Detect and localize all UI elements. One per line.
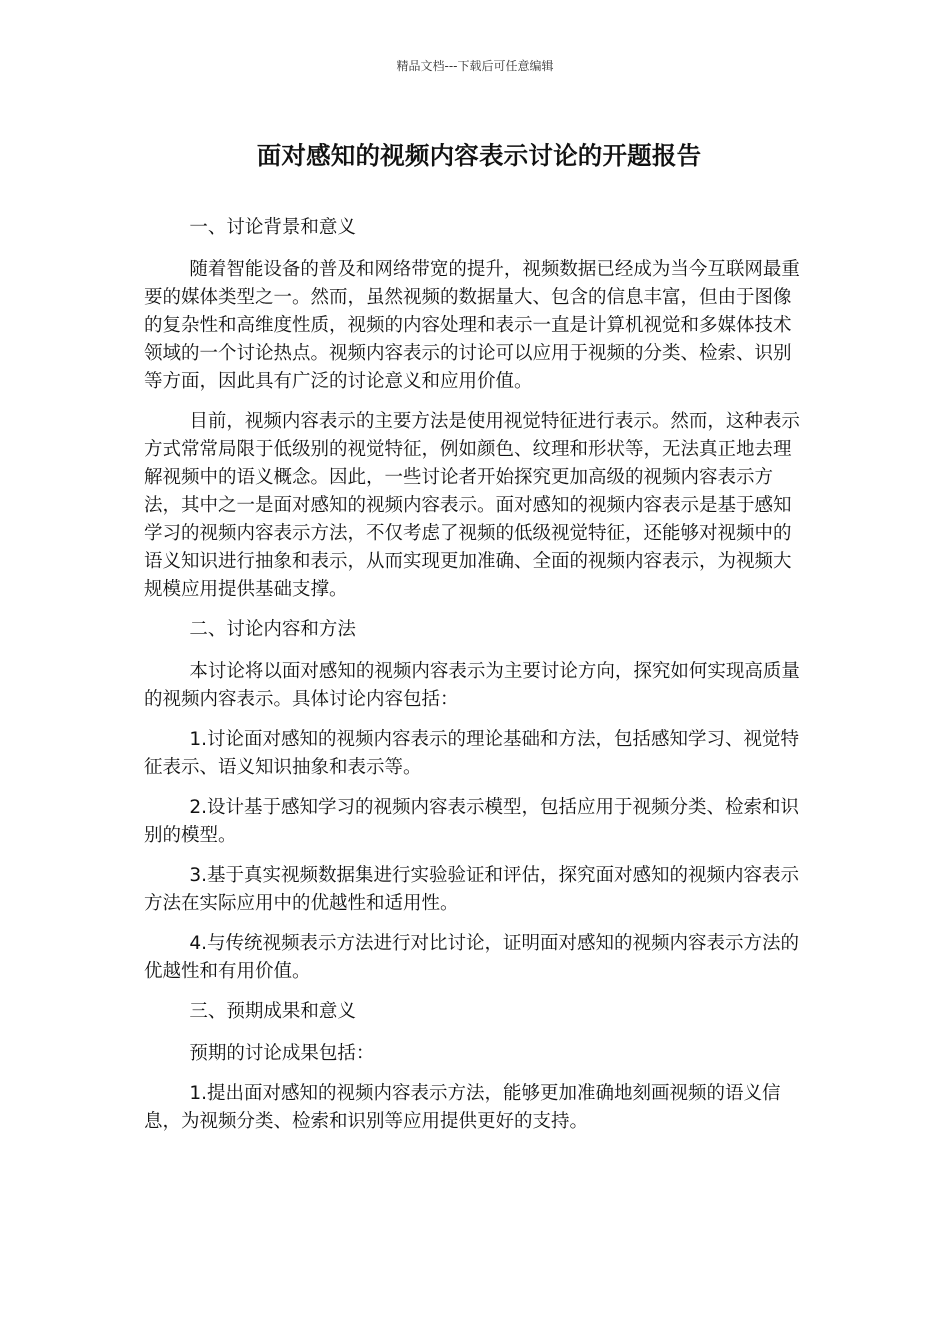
- list-item-results-1: 1.提出面对感知的视频内容表示方法，能够更加准确地刻画视频的语义信息，为视频分类、检索和识别等应用提供更好的支持。: [144, 1083, 781, 1132]
- section-heading-content-methods: 二、讨论内容和方法: [189, 619, 356, 640]
- paragraph-results-intro: 预期的讨论成果包括：: [189, 1043, 375, 1064]
- document-body: [144, 214, 802, 1148]
- header-note: 精品文档---下载后可任意编辑: [396, 59, 554, 73]
- paragraph-background-1: 随着智能设备的普及和网络带宽的提升，视频数据已经成为当今互联网最重要的媒体类型之一。然而，虽然视频的数据量大、包含的信息丰富，但由于图像的复杂性和高维度性质，视频的内容处理和表示一直是计算机视觉和多媒体技术领域的一个讨论热点。视频内容表示的讨论可以应用于视频的分类、检索、识别等方面，因此具有广泛的讨论意义和应用价值。: [144, 259, 800, 392]
- list-item-content-4: 4.与传统视频表示方法进行对比讨论，证明面对感知的视频内容表示方法的优越性和有用价值。: [144, 933, 799, 982]
- list-item-content-1: 1.讨论面对感知的视频内容表示的理论基础和方法，包括感知学习、视觉特征表示、语义知识抽象和表示等。: [144, 729, 799, 778]
- paragraph-content-intro: 本讨论将以面对感知的视频内容表示为主要讨论方向，探究如何实现高质量的视频内容表示。具体讨论内容包括：: [144, 661, 800, 710]
- document-title: 面对感知的视频内容表示讨论的开题报告: [256, 141, 702, 170]
- section-heading-expected-results: 三、预期成果和意义: [189, 1001, 356, 1022]
- paragraph-background-2: 目前，视频内容表示的主要方法是使用视觉特征进行表示。然而，这种表示方式常常局限于低级别的视觉特征，例如颜色、纹理和形状等，无法真正地去理解视频中的语义概念。因此，一些讨论者开始探究更加高级的视频内容表示方法，其中之一是面对感知的视频内容表示。面对感知的视频内容表示是基于感知学习的视频内容表示方法，不仅考虑了视频的低级视觉特征，还能够对视频中的语义知识进行抽象和表示，从而实现更加准确、全面的视频内容表示，为视频大规模应用提供基础支撑。: [144, 411, 800, 600]
- list-item-content-2: 2.设计基于感知学习的视频内容表示模型，包括应用于视频分类、检索和识别的模型。: [144, 797, 799, 846]
- list-item-content-3: 3.基于真实视频数据集进行实验验证和评估，探究面对感知的视频内容表示方法在实际应用中的优越性和适用性。: [144, 865, 799, 914]
- section-heading-background: 一、讨论背景和意义: [189, 217, 356, 238]
